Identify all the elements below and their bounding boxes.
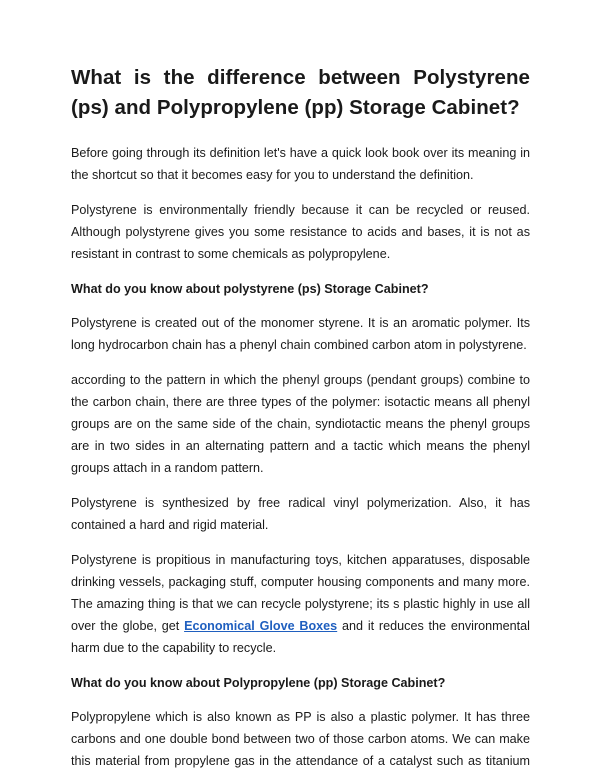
polystyrene-paragraph-2: according to the pattern in which the phenyl groups (pendant groups) combine to the carbon chain, there are three types of the polymer: isotactic means all phenyl groups are on the same side of the chain, syndiotactic means the phenyl groups are in two sides in an alternating pattern and a tactic which means the phenyl groups attach in a random pattern. [71, 373, 530, 475]
section-heading-polypropylene: What do you know about Polypropylene (pp) Storage Cabinet? [71, 676, 446, 690]
polystyrene-paragraph-4-text-before: Polystyrene is propitious in manufacturing toys, kitchen apparatuses, disposable drinking vessels, packaging stuff, computer housing components and many more. The amazing thing is that we can recycle polystyrene; its s plastic highly in use all over the globe, get [71, 553, 530, 633]
polystyrene-paragraph-4-text-after: and it reduces the environmental harm due to the capability to recycle. [71, 619, 530, 655]
intro-paragraph-2: Polystyrene is environmentally friendly because it can be recycled or reused. Although polystyrene gives you some resistance to acids and bases, it is not as resistant in contrast to some chemicals as polypropylene. [71, 203, 530, 261]
economical-glove-boxes-link[interactable]: Economical Glove Boxes [184, 619, 338, 633]
polystyrene-paragraph-4 [71, 549, 530, 659]
polypropylene-paragraph-1: Polypropylene which is also known as PP is also a plastic polymer. It has three carbons and one double bond between two of those carbon atoms. We can make this material from propylene gas in the attendance of a catalyst such as titanium [71, 710, 530, 768]
page-title: What is the difference between Polystyrene (ps) and Polypropylene (pp) Storage Cabinet? [71, 66, 530, 119]
polystyrene-paragraph-3: Polystyrene is synthesized by free radical vinyl polymerization. Also, it has contained a hard and rigid material. [71, 496, 530, 532]
intro-paragraph-1: Before going through its definition let's have a quick look book over its meaning in the shortcut so that it becomes easy for you to understand the definition. [71, 146, 530, 182]
polystyrene-paragraph-1: Polystyrene is created out of the monomer styrene. It is an aromatic polymer. Its long hydrocarbon chain has a phenyl chain combined carbon atom in polystyrene. [71, 316, 530, 352]
section-heading-polystyrene: What do you know about polystyrene (ps) Storage Cabinet? [71, 282, 429, 296]
